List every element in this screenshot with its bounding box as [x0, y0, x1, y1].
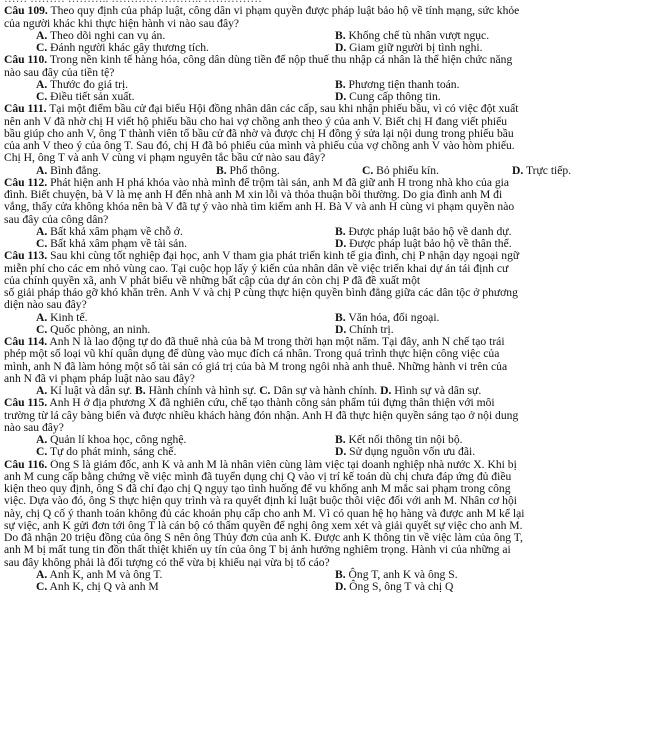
question-stem-line: kiện theo quy định, ông S đã chỉ đạo chị Q ngụy tạo tình huống để vu khống anh M mắc sai phạm trong công — [4, 483, 511, 495]
question-stem-line: sau đây của công dân? — [4, 213, 109, 226]
question-110 — [4, 54, 651, 103]
question-stem-line: Câu 113. Sau khi cùng tốt nghiệp đại học, anh V tham gia phát triển kinh tế gia đình, chị P nhận dạy ngoại ngữ — [4, 250, 520, 263]
question-stem-line: Câu 114. Anh N là lao động tự do đã thuê nhà của bà M trong thời hạn một năm. Tại đây, anh N chế tạo trái — [4, 336, 505, 348]
question-stem-line: miễn phí cho các em nhỏ vùng cao. Tại cuộc họp lấy ý kiến của nhân dân về việc triển khai dự án tái định cư — [4, 262, 509, 275]
option-b[interactable]: B. Được pháp luật bảo hộ về danh dự. — [335, 224, 512, 238]
option-a[interactable]: A. Kỉ luật và dân sự. — [36, 385, 136, 397]
option-a[interactable]: A. Thước đo giá trị. — [36, 77, 129, 91]
question-stem-line: Câu 115. Anh H ở địa phương X đã nghiên cứu, chế tạo thành công sản phẩm túi đựng thân thiện với môi — [4, 397, 495, 410]
question-stem-line: Câu 112. Phát hiện anh H phá khóa vào nhà mình để trộm tài sản, anh M đã giữ anh H trong nhà kho của gia — [4, 176, 510, 189]
option-c[interactable]: C. Dân sự và hành chính. — [259, 385, 381, 397]
option-a[interactable]: A. Bình đẳng. — [36, 163, 102, 177]
question-number: Câu 109. — [4, 5, 48, 18]
option-d[interactable]: D. Chính trị. — [335, 322, 394, 336]
question-stem-line: Câu 116. Ông S là giám đốc, anh K và anh M là nhân viên cùng làm việc tại doanh nghiệp nhà nước X. Khi bị — [4, 458, 517, 471]
options-row — [4, 165, 651, 177]
question-stem-line: đình. Biết chuyện, bà V là mẹ anh H đến nhà anh M xin lỗi và thỏa thuận bồi thường. Do gia đình anh M đi — [4, 189, 503, 201]
option-b[interactable]: B. Ông T, anh K và ông S. — [335, 567, 458, 581]
option-d[interactable]: D. Giam giữ người bị tình nghi. — [335, 41, 483, 54]
question-stem-line: số giải pháp tháo gỡ khó khăn trên. Anh V và chị P cùng thực hiện quyền bình đẳng giữa các dân tộc ở phương — [4, 287, 518, 299]
question-115 — [4, 397, 651, 458]
option-c[interactable]: C. Anh K, chị Q và anh M — [36, 580, 159, 593]
question-stem-line: phép một số loại vũ khí quân dụng để dùng vào mục đích cá nhân. Trong quá trình thực hiện công việc của — [4, 348, 500, 361]
question-stem-line: của anh V theo ý của ông T. Sau đó, chị H đã bỏ phiếu của mình và phiếu của vợ chồng anh V vào hòm phiếu. — [4, 140, 515, 152]
question-stem-line: anh M bị mất tung tin đồn thất thiệt khiến uy tín của ông T bị ảnh hưởng nghiêm trọng. Hành vi của những ai — [4, 544, 511, 557]
question-stem-line: anh M cung cấp bằng chứng về việc mình đã tuyển dụng chị Q vào vị trí kế toán dù chị chưa đáp ứng đủ điều — [4, 470, 512, 483]
question-109 — [4, 5, 651, 54]
option-a[interactable]: A. Theo dõi nghi can vụ án. — [36, 28, 166, 42]
option-c[interactable]: C. Điều tiết sản xuất. — [36, 90, 135, 103]
question-stem-line: Chị H, ông T và anh V cùng vi phạm nguyên tắc bầu cử nào sau đây? — [4, 152, 326, 165]
option-c[interactable]: C. Tự do phát minh, sáng chế. — [36, 445, 177, 459]
question-112 — [4, 177, 651, 251]
question-stem-line: nào sau đây? — [4, 421, 64, 434]
question-stem-line: của chính quyền xã, anh V phát biểu về những bất cập của dự án còn chị P đã đề xuất một — [4, 274, 421, 287]
option-b[interactable]: B. Phương tiện thanh toán. — [335, 77, 460, 91]
question-number: Câu 115. — [4, 397, 48, 410]
question-stem-line: việc. Dựa vào đó, ông S thực hiện quy trình và ra quyết định kỉ luật buộc thôi việc đối với anh M. Nhân cơ hội — [4, 495, 517, 508]
question-stem-line: Câu 111. Tại một điểm bầu cử đại biểu Hội đồng nhân dân các cấp, sau khi nhận phiếu bầu, vì có việc đột xuất — [4, 103, 519, 116]
question-stem-line: anh N đã vi phạm pháp luật nào sau đây? — [4, 372, 195, 385]
question-stem-line: Câu 110. Trong nền kinh tế hàng hóa, công dân dùng tiền để nộp thuế thu nhập cá nhân là thể hiện chức năng — [4, 54, 513, 67]
question-stem-line: của người khác khi thực hiện hành vi nào sau đây? — [4, 17, 240, 30]
question-stem-line: sự việc, anh K gửi đơn tới ông T là cán bộ có thẩm quyền để nghị ông xem xét và giải quyết sự việc cho anh M. — [4, 519, 523, 532]
question-stem-line: nên anh V đã nhờ chị H viết hộ phiếu bầu cho hai vợ chồng anh theo ý của anh V. Biết chị H đang viết phiếu — [4, 115, 508, 128]
options-inline-row — [4, 385, 651, 397]
option-a[interactable]: A. Bất khả xâm phạm về chỗ ở. — [36, 224, 183, 238]
option-b[interactable]: B. Hành chính và hình sự. — [135, 385, 260, 397]
question-114 — [4, 336, 651, 397]
option-d[interactable]: D. Được pháp luật bảo hộ về thân thể. — [335, 237, 512, 250]
options-row — [4, 238, 651, 250]
question-111 — [4, 103, 651, 177]
options-row — [4, 581, 651, 593]
option-d[interactable]: D. Ông S, ông T và chị Q — [335, 580, 454, 593]
option-d[interactable]: D. Sử dụng nguồn vốn ưu đãi. — [335, 445, 476, 459]
question-number: Câu 112. — [4, 176, 48, 189]
question-stem-line: nào sau đây của tiền tệ? — [4, 66, 115, 79]
question-116 — [4, 459, 651, 594]
question-number: Câu 114. — [4, 336, 48, 348]
question-stem-line: này, chị Q cố ý thanh toán không đủ các khoản phụ cấp cho anh M. Vì có quan hệ họ hàng và được anh M kể lại — [4, 507, 525, 520]
option-b[interactable]: B. Kết nối thông tin nội bộ. — [335, 433, 463, 446]
question-stem-line: Câu 109. Theo quy định của pháp luật, công dân vi phạm quyền được pháp luật bảo hộ về tính mạng, sức khỏe — [4, 5, 520, 18]
question-number: Câu 110. — [4, 54, 48, 67]
question-stem-line: sau đây không phải là đối tượng có thể vừa bị khiếu nại vừa bị tố cáo? — [4, 556, 330, 569]
question-stem-line: bầu giúp cho anh V, ông T thành viên tổ bầu cử đã nhờ và được chị H đồng ý sửa lại nội dung trong phiếu bầu — [4, 127, 514, 140]
option-c[interactable]: C. Bất khả xâm phạm về tài sản. — [36, 237, 188, 250]
question-113 — [4, 250, 651, 336]
question-stem-line: diện nào sau đây? — [4, 299, 87, 312]
options-row — [4, 91, 651, 103]
option-b[interactable]: B. Phổ thông. — [216, 163, 280, 177]
option-b[interactable]: B. Khống chế tù nhân vượt ngục. — [335, 28, 490, 42]
option-c[interactable]: C. Bỏ phiếu kín. — [362, 163, 439, 177]
option-c[interactable]: C. Quốc phòng, an ninh. — [36, 322, 151, 336]
options-row — [4, 324, 651, 336]
question-stem-line: Do đã nhận 20 triệu đồng của ông S nên ông Thủy đơn của anh K. Được anh K thông tin về việc làm của ông T, — [4, 532, 523, 544]
option-c[interactable]: C. Đánh người khác gây thương tích. — [36, 41, 209, 54]
option-d[interactable]: D. Cung cấp thông tin. — [335, 90, 441, 103]
question-number: Câu 116. — [4, 458, 48, 471]
option-a[interactable]: A. Kinh tế. — [36, 310, 88, 324]
option-d[interactable]: D. Trực tiếp. — [512, 163, 572, 177]
options-row — [4, 42, 651, 54]
option-d[interactable]: D. Hình sự và dân sự. — [380, 385, 482, 397]
question-number: Câu 111. — [4, 103, 47, 116]
question-number: Câu 113. — [4, 250, 48, 263]
option-a[interactable]: A. Quản lí khoa học, công nghệ. — [36, 433, 187, 446]
option-b[interactable]: B. Văn hóa, đối ngoại. — [335, 310, 440, 324]
question-stem-line: vắng, thấy cửa không khóa nên bà V đã tự ý vào nhà tìm kiếm anh H. Bà V và anh H cùng vi phạm quyền nào — [4, 201, 515, 214]
option-a[interactable]: A. Anh K, anh M và ông T. — [36, 567, 163, 581]
question-stem-line: mình, anh N đã làm hỏng một số tài sản có giá trị của bà M trong ngôi nhà anh thuê. Những hành vi trên của — [4, 360, 508, 373]
question-stem-line: trường từ lá cây bàng biển và được nhiều khách hàng đón nhận. Anh H đã thực hiện quyền sáng tạo ở nội dung — [4, 409, 519, 422]
options-row — [4, 446, 651, 458]
